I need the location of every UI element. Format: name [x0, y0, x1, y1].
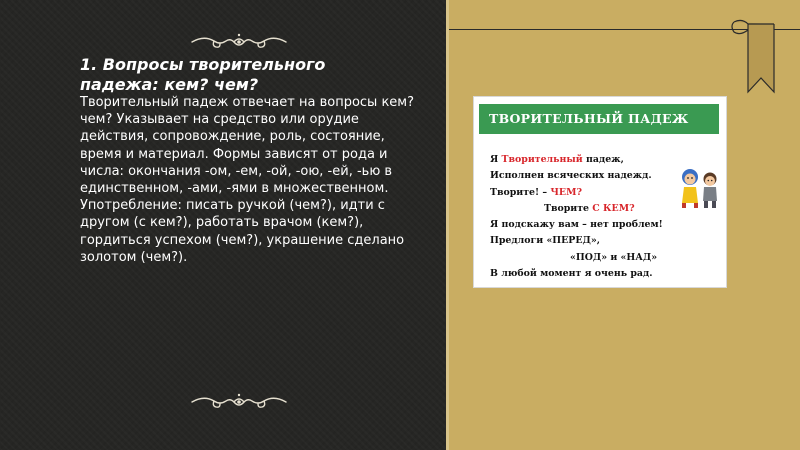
cartoon-kids-icon	[676, 165, 724, 209]
panel-divider	[446, 0, 449, 450]
poem-line: «ПОД» и «НАД»	[570, 251, 658, 263]
poem-text	[490, 152, 690, 282]
poem-text-segment: Творите! –	[490, 186, 551, 198]
poem-line	[490, 201, 690, 217]
ornament-bottom-icon	[190, 392, 288, 412]
poem-highlight: С КЕМ?	[592, 202, 635, 214]
poem-line: Исполнен всяческих надежд.	[490, 170, 652, 182]
poem-text-segment: Творите	[544, 202, 593, 214]
ornament-top-icon	[190, 32, 288, 52]
slide-title: 1. Вопросы творительного падежа: кем? чем?	[80, 55, 326, 94]
poem-text-segment: Я	[490, 154, 502, 165]
poem-line	[490, 152, 690, 168]
poem-line: Предлоги «ПЕРЕД»,	[490, 235, 600, 247]
card-header: ТВОРИТЕЛЬНЫЙ ПАДЕЖ	[479, 104, 719, 134]
poem-highlight: Творительный	[501, 154, 583, 165]
poem-text-segment: падеж,	[582, 154, 624, 165]
poem-line: Я подскажу вам – нет проблем!	[490, 219, 663, 231]
poem-line: В любой момент я очень рад.	[490, 268, 653, 280]
poem-line	[490, 185, 690, 201]
slide-body-text: Творительный падеж отвечает на вопросы кем? чем? Указывает на средство или орудие действия, сопровождение, роль, состояние, время и материал. Формы зависят от рода и числа: окончания -ом, -ем, -ой, -ою, -ей, -ью в единственном, -ами, -ями в множественном. Употребление: писать ручкой (чем?), идти с другом (с кем?), работать врачом (кем?), гордиться успехом (чем?), украшение сделано золотом (чем?).	[80, 95, 414, 265]
poem-highlight: ЧЕМ?	[550, 186, 582, 198]
bookmark-ribbon-icon	[728, 18, 788, 98]
